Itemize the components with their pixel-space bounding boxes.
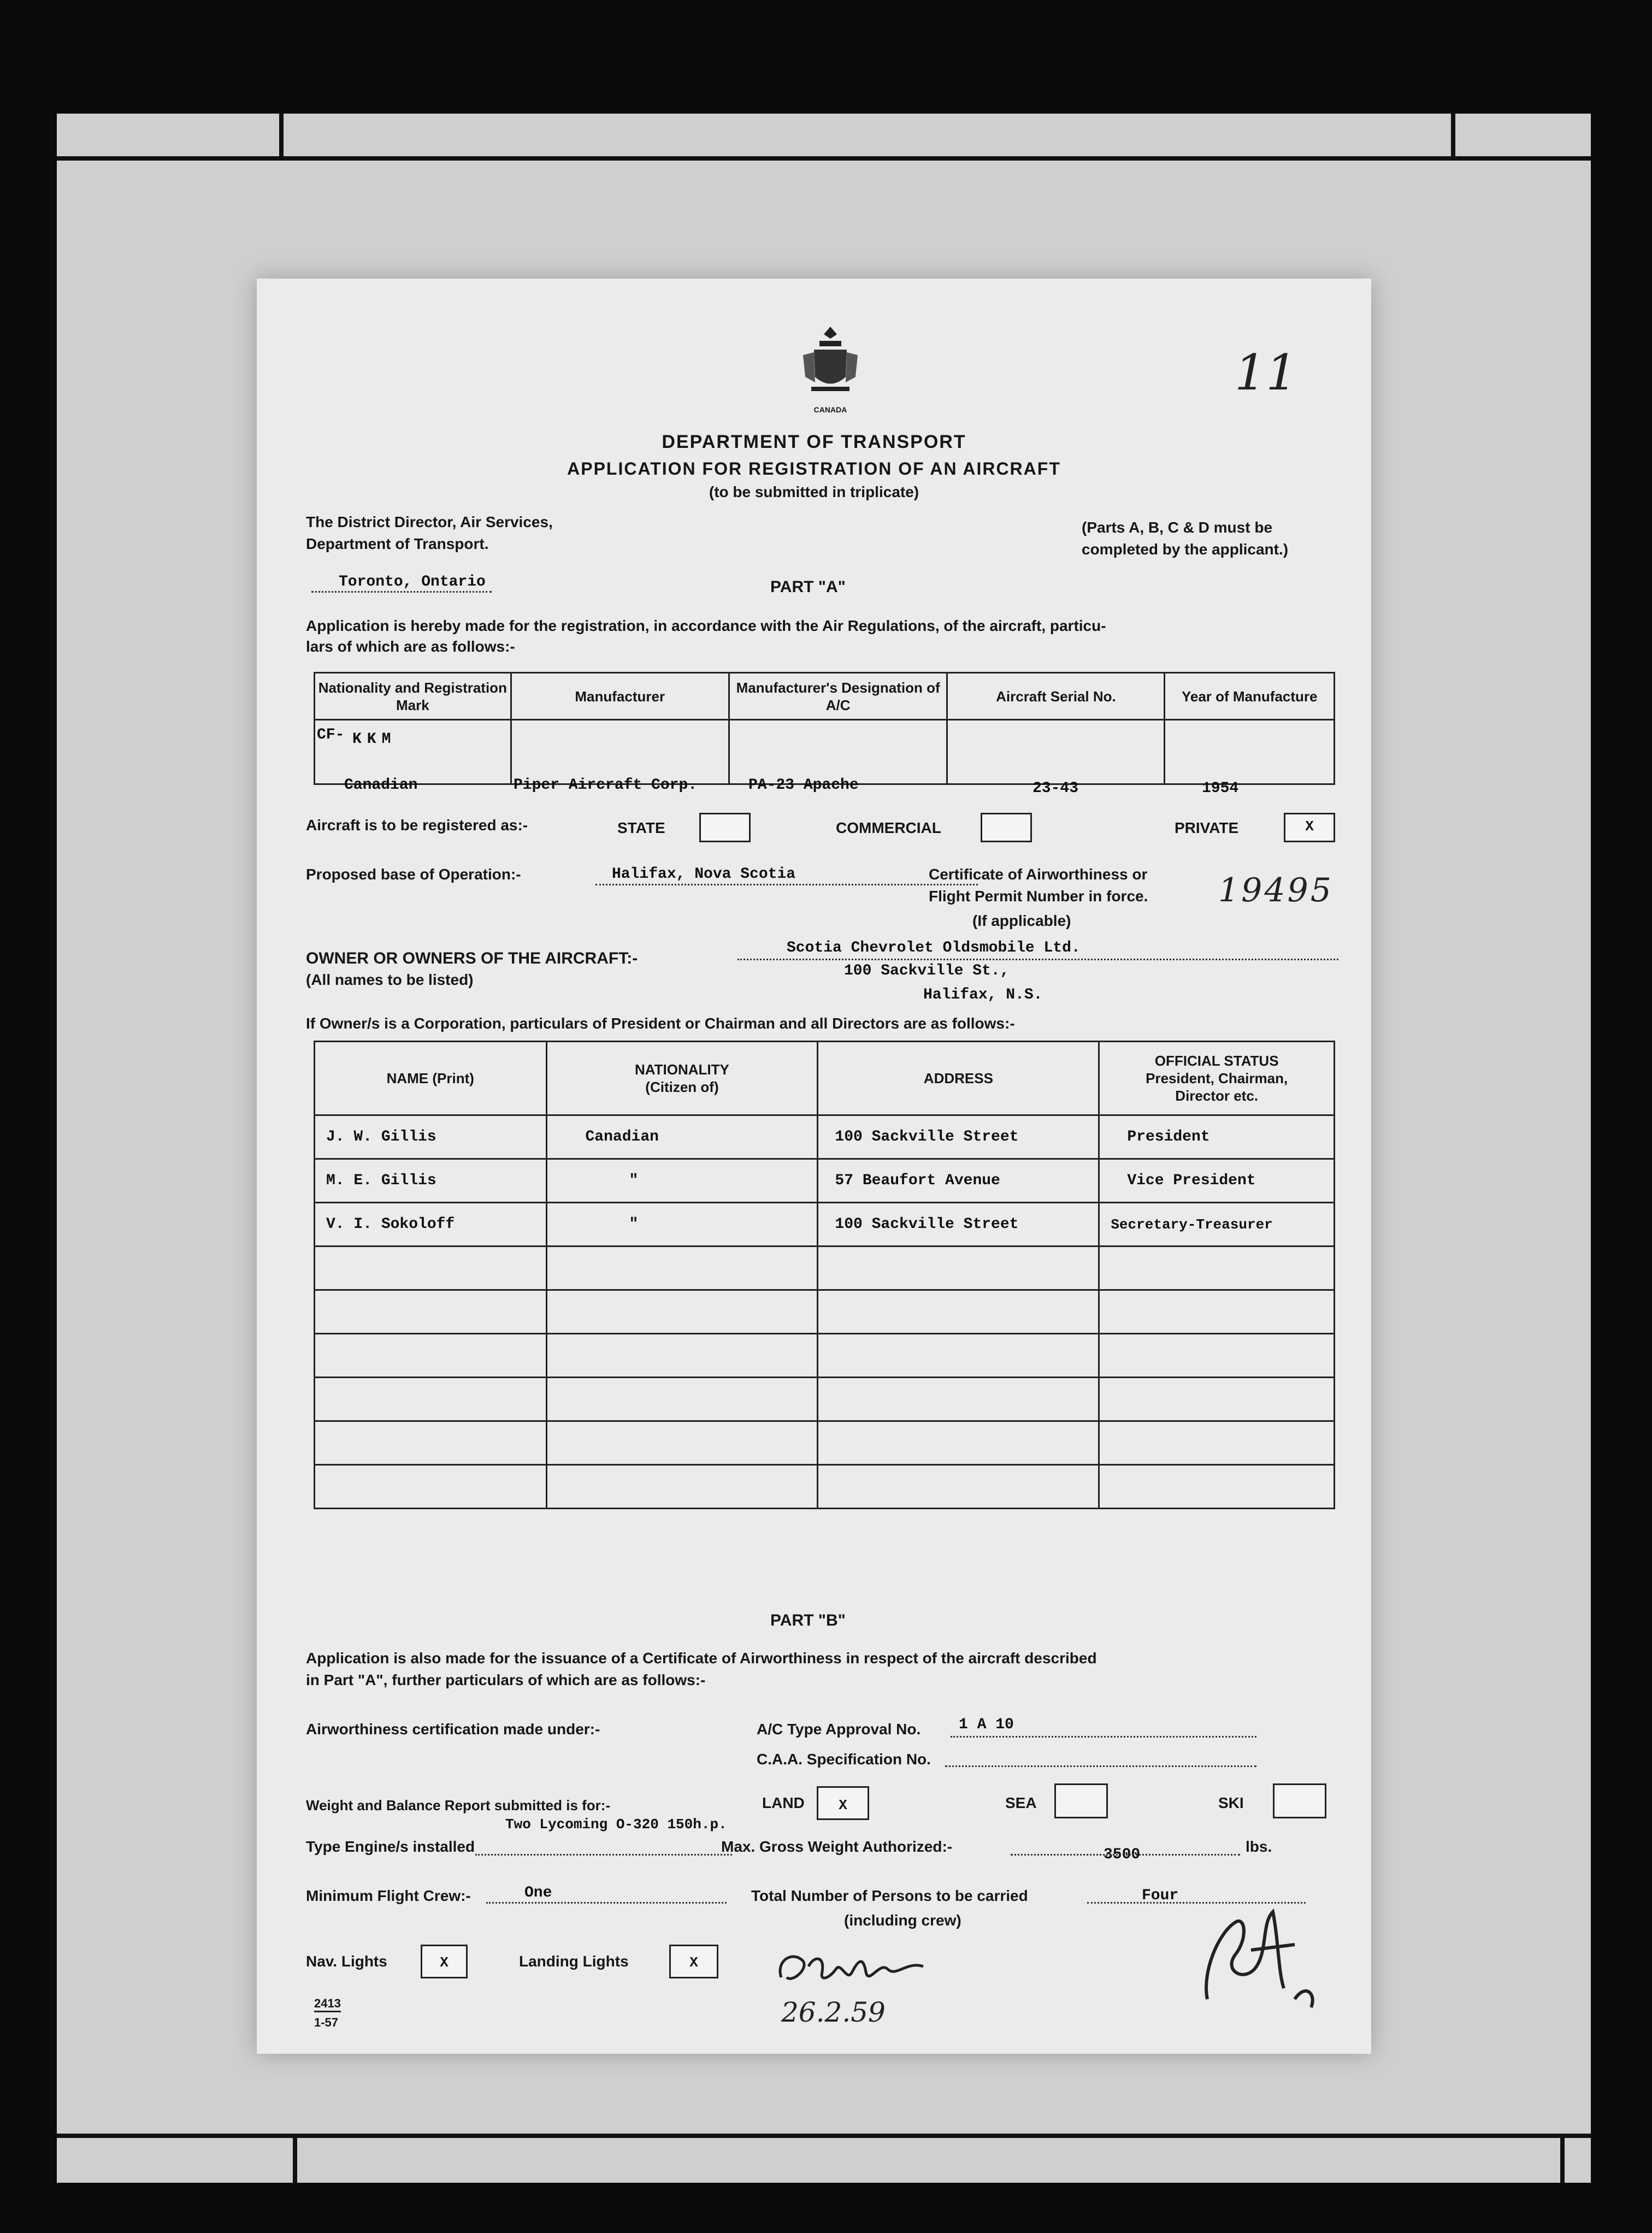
cert-made-under-label: Airworthiness certification made under:-	[306, 1721, 600, 1738]
private-checkbox[interactable]	[1284, 813, 1335, 842]
signature-icon	[770, 1939, 934, 2005]
registered-as-label: Aircraft is to be registered as:-	[306, 817, 528, 834]
land-mark: X	[839, 1797, 847, 1813]
director-nationality: Canadian	[585, 1129, 659, 1145]
table-row	[315, 1203, 1335, 1247]
header-manufacturer: Manufacturer	[511, 673, 729, 720]
director-status: Vice President	[1127, 1172, 1256, 1189]
reg-mark: KKM	[352, 731, 397, 748]
signature-date: 26.2.59	[781, 1996, 886, 2028]
sea-checkbox[interactable]	[1054, 1783, 1108, 1818]
owner-line1: Scotia Chevrolet Oldsmobile Ltd.	[787, 940, 1081, 956]
aircraft-particulars-table	[314, 672, 1335, 785]
serial-value: 23-43	[1032, 780, 1079, 797]
header-designation: Manufacturer's Designation of A/C	[729, 673, 947, 720]
type-approval-label: A/C Type Approval No.	[757, 1721, 921, 1738]
part-a-intro-line2: lars of which are as follows:-	[306, 638, 515, 655]
private-label: PRIVATE	[1175, 819, 1239, 836]
private-mark: X	[1305, 818, 1314, 835]
cert-label-line2: Flight Permit Number in force.	[929, 888, 1148, 905]
base-label: Proposed base of Operation:-	[306, 866, 521, 883]
nav-lights-mark: X	[440, 1954, 449, 1971]
addressee-line2: Department of Transport.	[306, 535, 489, 552]
parts-note-line1: (Parts A, B, C & D must be	[1082, 519, 1273, 536]
designation-value: PA-23 Apache	[748, 777, 859, 794]
sea-label: SEA	[1005, 1794, 1037, 1811]
department-title: DEPARTMENT OF TRANSPORT	[662, 432, 966, 452]
part-b-intro-line1: Application is also made for the issuance of a Certificate of Airworthiness in respect of the aircraft described	[306, 1650, 1097, 1667]
min-crew-underline	[486, 1902, 727, 1904]
engine-underline	[475, 1854, 732, 1856]
land-checkbox[interactable]	[817, 1786, 869, 1820]
gross-weight-label: Max. Gross Weight Authorized:-	[721, 1838, 953, 1855]
year-value: 1954	[1202, 780, 1239, 797]
nav-lights-checkbox[interactable]	[421, 1945, 468, 1978]
header-dir-nationality: NATIONALITY (Citizen of)	[546, 1042, 818, 1115]
director-status: President	[1127, 1129, 1210, 1145]
min-crew-label: Minimum Flight Crew:-	[306, 1887, 471, 1904]
owners-label: OWNER OR OWNERS OF THE AIRCRAFT:-	[306, 949, 638, 967]
ski-checkbox[interactable]	[1273, 1783, 1326, 1818]
gross-weight-underline	[1011, 1854, 1240, 1856]
directors-table	[314, 1041, 1335, 1509]
persons-label: Total Number of Persons to be carried	[751, 1887, 1028, 1904]
designation-cell	[729, 720, 947, 784]
nationality-value: Canadian	[344, 777, 418, 794]
caa-label: C.A.A. Specification No.	[757, 1751, 931, 1768]
director-nationality: "	[629, 1172, 639, 1189]
director-name: M. E. Gillis	[326, 1172, 436, 1189]
director-status: Secretary-Treasurer	[1111, 1216, 1273, 1233]
director-address: 100 Sackville Street	[835, 1129, 1019, 1145]
director-name: V. I. Sokoloff	[326, 1216, 455, 1233]
page-number: 11	[1235, 344, 1297, 401]
header-address: ADDRESS	[818, 1042, 1099, 1115]
district-location: Toronto, Ontario	[339, 574, 486, 590]
header-serial: Aircraft Serial No.	[947, 673, 1165, 720]
caa-underline	[945, 1765, 1256, 1767]
canada-crest-icon	[798, 322, 863, 404]
landing-lights-mark: X	[689, 1954, 698, 1971]
min-crew-value: One	[524, 1885, 552, 1901]
addressee-line1: The District Director, Air Services,	[306, 513, 553, 530]
owners-note: (All names to be listed)	[306, 971, 474, 988]
commercial-checkbox[interactable]	[981, 813, 1032, 842]
table-row	[315, 1159, 1335, 1203]
parts-note-line2: completed by the applicant.)	[1082, 541, 1289, 558]
director-address: 100 Sackville Street	[835, 1216, 1019, 1233]
director-name: J. W. Gillis	[326, 1129, 436, 1145]
landing-lights-label: Landing Lights	[519, 1953, 629, 1970]
base-underline	[595, 884, 978, 885]
engine-value: Two Lycoming O-320 150h.p.	[505, 1816, 727, 1833]
serial-cell	[947, 720, 1165, 784]
form-number: 2413	[314, 1996, 341, 2012]
owner-underline	[738, 959, 1338, 960]
director-address: 57 Beaufort Avenue	[835, 1172, 1000, 1189]
year-cell	[1165, 720, 1335, 784]
corporation-label: If Owner/s is a Corporation, particulars of President or Chairman and all Directors are as follows:-	[306, 1015, 1015, 1032]
table-row	[315, 1115, 1335, 1159]
type-approval-value: 1 A 10	[959, 1716, 1014, 1733]
part-b-intro-line2: in Part "A", further particulars of which are as follows:-	[306, 1671, 706, 1688]
reg-prefix: CF-	[317, 726, 345, 743]
header-status: OFFICIAL STATUS President, Chairman, Director etc.	[1099, 1042, 1335, 1115]
form-subtitle: (to be submitted in triplicate)	[709, 483, 919, 500]
weight-report-label: Weight and Balance Report submitted is for:-	[306, 1797, 611, 1813]
director-nationality: "	[629, 1216, 639, 1233]
persons-value: Four	[1142, 1887, 1179, 1904]
part-a-heading: PART "A"	[770, 578, 846, 596]
initials-icon	[1185, 1890, 1328, 2016]
form-date: 1-57	[314, 2016, 339, 2029]
manufacturer-value: Piper Aircraft Corp.	[514, 777, 698, 794]
base-value: Halifax, Nova Scotia	[612, 866, 796, 883]
header-year: Year of Manufacture	[1165, 673, 1335, 720]
application-form	[257, 279, 1371, 2054]
gross-weight-unit: lbs.	[1246, 1838, 1272, 1855]
manufacturer-cell	[511, 720, 729, 784]
persons-note: (including crew)	[844, 1912, 961, 1929]
location-underline	[311, 591, 492, 593]
owner-line2: 100 Sackville St.,	[844, 962, 1010, 979]
commercial-label: COMMERCIAL	[836, 819, 941, 836]
cert-value: 19495	[1218, 871, 1334, 909]
state-label: STATE	[617, 819, 665, 836]
state-checkbox[interactable]	[699, 813, 751, 842]
crest-label: CANADA	[813, 405, 847, 414]
engine-label: Type Engine/s installed	[306, 1838, 475, 1855]
part-b-heading: PART "B"	[770, 1611, 846, 1629]
ski-label: SKI	[1218, 1794, 1244, 1811]
nav-lights-label: Nav. Lights	[306, 1953, 387, 1970]
cert-label-line1: Certificate of Airworthiness or	[929, 866, 1148, 883]
cert-note: (If applicable)	[972, 912, 1071, 929]
header-name: NAME (Print)	[315, 1042, 547, 1115]
type-approval-underline	[951, 1736, 1256, 1738]
header-nationality: Nationality and Registration Mark	[315, 673, 511, 720]
gross-weight-value: 3500	[1104, 1846, 1141, 1863]
form-title: APPLICATION FOR REGISTRATION OF AN AIRCRAFT	[567, 459, 1061, 478]
owner-line3: Halifax, N.S.	[923, 986, 1043, 1003]
land-label: LAND	[762, 1794, 805, 1811]
landing-lights-checkbox[interactable]	[669, 1945, 718, 1978]
part-a-intro-line1: Application is hereby made for the registration, in accordance with the Air Regulations, of the aircraft, particu-	[306, 617, 1106, 634]
